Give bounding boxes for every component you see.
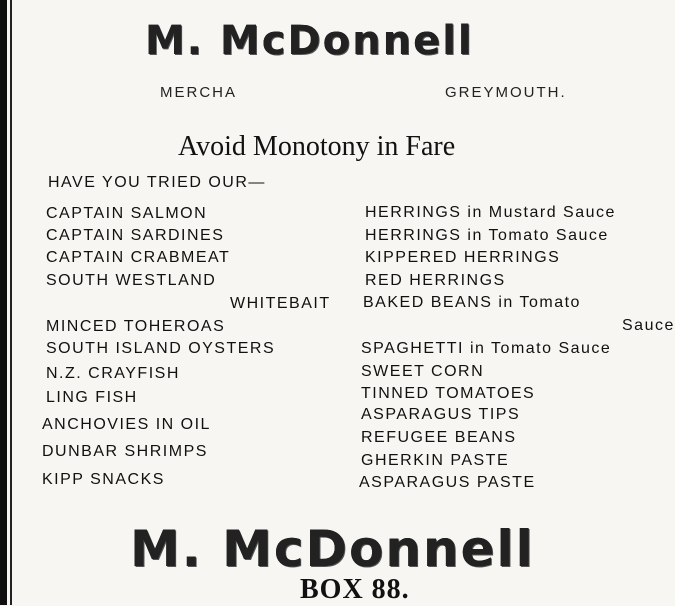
right-item: HERRINGS in Tomato Sauce [365, 227, 609, 244]
left-item: KIPP SNACKS [42, 471, 165, 488]
right-item: GHERKIN PASTE [361, 452, 510, 469]
left-item: CAPTAIN CRABMEAT [46, 249, 231, 266]
brand-name-bottom: M. McDonnell [130, 520, 535, 578]
right-item: SWEET CORN [361, 363, 485, 380]
intro-text: HAVE YOU TRIED OUR— [48, 174, 266, 191]
left-border-rule [0, 0, 7, 605]
left-border-rule-thin [10, 0, 12, 605]
left-item: N.Z. CRAYFISH [46, 365, 180, 382]
right-item: HERRINGS in Mustard Sauce [365, 204, 616, 221]
box-number: BOX 88. [300, 574, 410, 605]
right-item: SPAGHETTI in Tomato Sauce [361, 340, 612, 357]
left-item: CAPTAIN SALMON [46, 205, 208, 222]
merchant-label: MERCHA [160, 84, 238, 101]
right-item: REFUGEE BEANS [361, 429, 517, 446]
left-item: SOUTH ISLAND OYSTERS [46, 340, 276, 357]
headline: Avoid Monotony in Fare [178, 131, 456, 162]
right-item: ASPARAGUS PASTE [359, 474, 536, 491]
brand-name-top: M. McDonnell [145, 18, 474, 64]
right-item: BAKED BEANS in Tomato [363, 294, 581, 311]
right-item: KIPPERED HERRINGS [365, 249, 561, 266]
left-item: DUNBAR SHRIMPS [42, 443, 208, 460]
left-item: WHITEBAIT [230, 295, 331, 312]
left-item: ANCHOVIES IN OIL [42, 416, 211, 433]
right-item: Sauce [622, 317, 675, 334]
left-item: CAPTAIN SARDINES [46, 227, 225, 244]
right-item: ASPARAGUS TIPS [361, 406, 521, 423]
town-label: GREYMOUTH. [445, 84, 567, 101]
left-item: LING FISH [46, 389, 138, 406]
left-item: SOUTH WESTLAND [46, 272, 217, 289]
left-item: MINCED TOHEROAS [46, 318, 226, 335]
right-item: RED HERRINGS [365, 272, 506, 289]
right-item: TINNED TOMATOES [361, 385, 536, 402]
